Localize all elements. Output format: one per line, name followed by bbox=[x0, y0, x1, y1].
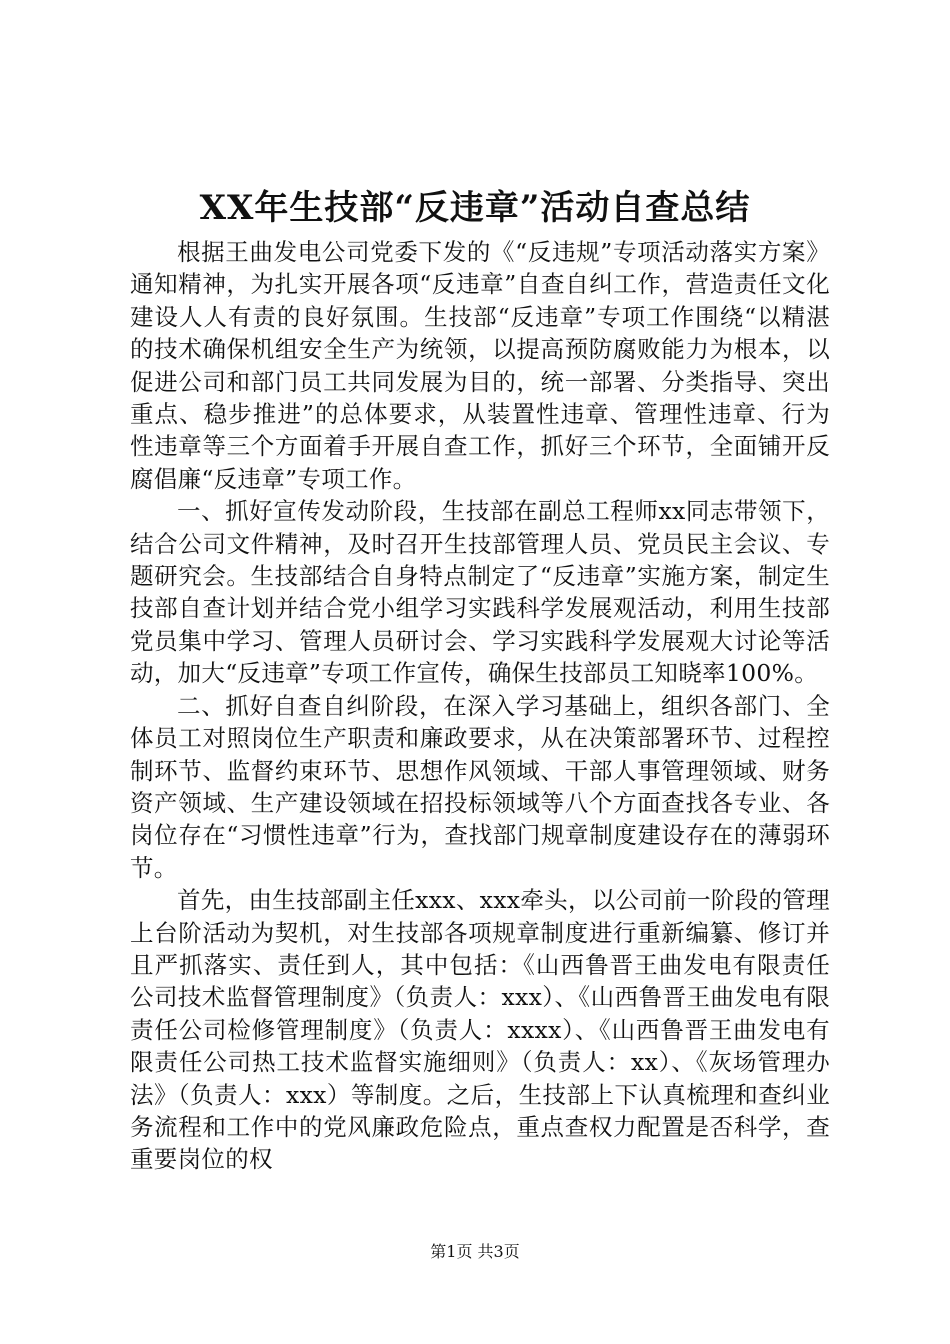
paragraph-section-one: 一、抓好宣传发动阶段，生技部在副总工程师xx同志带领下，结合公司文件精神，及时召开生技部管理人员、党员民主会议、专题研究会。生技部结合自身特点制定了“反违章”实施方案，制定生技部自查计划并结合党小组学习实践科学发展观活动，利用生技部党员集中学习、管理人员研讨会、学习实践科学发展观大讨论等活动，加大“反违章”专项工作宣传，确保生技部员工知晓率100%。 bbox=[130, 497, 830, 688]
page-number-footer: 第1页 共3页 bbox=[430, 1242, 520, 1261]
paragraph-first-step: 首先，由生技部副主任xxx、xxx牵头，以公司前一阶段的管理上台阶活动为契机，对生技部各项规章制度进行重新编纂、修订并且严抓落实、责任到人，其中包括：《山西鲁晋王曲发电有限责任公司技术监督管理制度》（负责人：xxx）、《山西鲁晋王曲发电有限责任公司检修管理制度》（负责人：xxxx）、《山西鲁晋王曲发电有限责任公司热工技术监督实施细则》（负责人：xx）、《灰场管理办法》（负责人：xxx）等制度。之后，生技部上下认真梳理和查纠业务流程和工作中的党风廉政危险点，重点查权力配置是否科学，查重要岗位的权 bbox=[130, 886, 830, 1174]
paragraph-section-two: 二、抓好自查自纠阶段，在深入学习基础上，组织各部门、全体员工对照岗位生产职责和廉政要求，从在决策部署环节、过程控制环节、监督约束环节、思想作风领域、干部人事管理领域、财务资产领域、生产建设领域在招投标领域等八个方面查找各专业、各岗位存在“习惯性违章”行为，查找部门规章制度建设存在的薄弱环节。 bbox=[130, 691, 830, 882]
document-body bbox=[130, 236, 830, 1176]
paragraph-intro: 根据王曲发电公司党委下发的《“反违规”专项活动落实方案》通知精神，为扎实开展各项“反违章”自查自纠工作，营造责任文化建设人人有责的良好氛围。生技部“反违章”专项工作围绕“以精湛的技术确保机组安全生产为统领，以提高预防腐败能力为根本，以促进公司和部门员工共同发展为目的，统一部署、分类指导、突出重点、稳步推进”的总体要求，从装置性违章、管理性违章、行为性违章等三个方面着手开展自查工作，抓好三个环节，全面铺开反腐倡廉“反违章”专项工作。 bbox=[130, 238, 830, 493]
document-title: XX年生技部“反违章”活动自查总结 bbox=[199, 188, 751, 228]
